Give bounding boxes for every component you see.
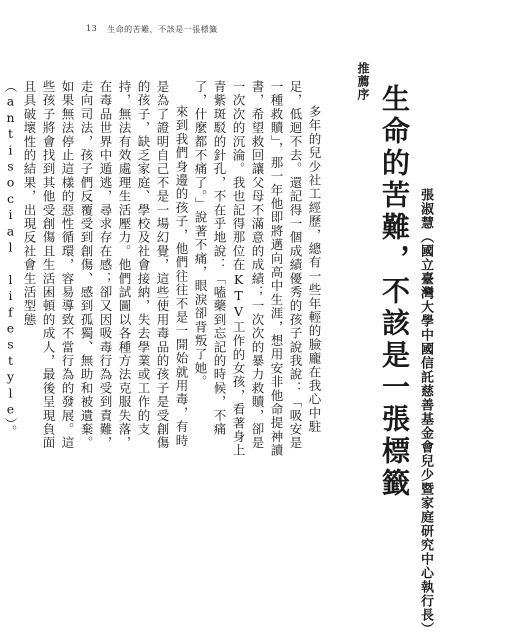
page-title: 生命的苦難，不該是一張標籤: [378, 84, 411, 500]
running-head-chapter: 生命的苦難，不該是一張標籤: [107, 25, 218, 34]
body-paragraph-1: 多年的兒少社工經歷，總有一些年輕的臉龐在我心中駐足，低迴不去。還記得一個成績優秀的孩子說我說：「吸安是一種救贖」，那一年他即將邁向高中生涯，想用安非他命提神讀書，希望救回讓父母不滿意的成績；一次次的暴力救贖，卻是一次次的沉淪。我也記得那位在KTV工作的女孩，看著身上青紫斑駁的針孔，不在乎地說：「嗑藥到忘記的時候，不痛了，什麼都不痛了。」說著不痛，眼淚卻背叛了她。: [193, 80, 322, 458]
author-byline: 張淑慧（國立臺灣大學中國信託慈善基金會兒少暨家庭研究中心執行長）: [418, 188, 433, 636]
page-number: 13: [86, 24, 98, 33]
section-label: 推薦序: [356, 62, 370, 101]
body-paragraph-2: 來到我們身邊的孩子，他們往往不是一開始就用毒，有時是為了證明自己不是一場幻覺，這些使用毒品的孩子是受創傷的孩子，缺乏家庭、學校及社會接納，失去學業或工作的支持，無法有效處理生活壓力。他們試圖以各種方法克服失落，在毒品世界中遁逃，尋求存在感；卻又因吸毒行為受到責難，走向司法，孩子們反覆受到創傷、感到孤獨、無助和被遺棄。如果無法停止這樣的惡性循環，容易導致不當行為的發展。這些孩子將會找到其他受創傷且生活困頓的成人，最後呈現負面且具破壞性的結果，出現反社會生活型態（antisocial lifestyle）。: [3, 80, 189, 450]
running-head: [86, 24, 218, 35]
body-paragraph-3: [0, 80, 1, 460]
body-text: [3, 80, 324, 460]
